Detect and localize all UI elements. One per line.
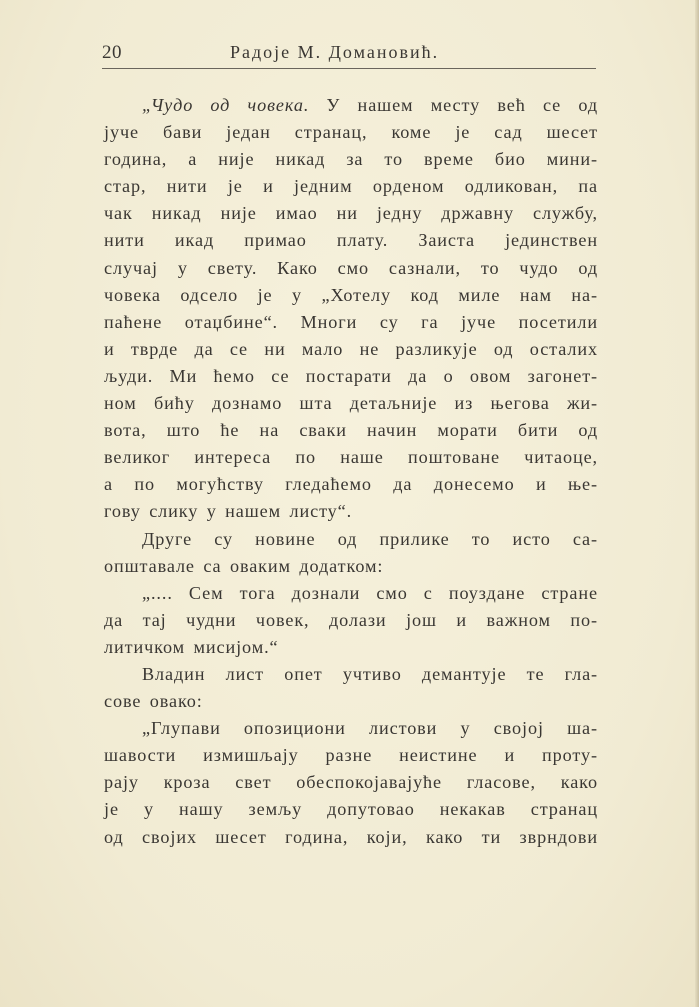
page-number: 20 xyxy=(102,42,122,63)
text-line: општавале са оваким додатком: xyxy=(104,555,384,576)
text-line: ном бићу дознамо шта детаљније из његова жи- xyxy=(104,393,598,414)
text-line: а по могућству гледаћемо да донесемо и ње- xyxy=(104,474,598,495)
text-line xyxy=(104,92,598,119)
text-line: човека одсело је у „Хотелу код миле нам на- xyxy=(104,284,598,305)
text-line: рају кроза свет обеспокојавајуће гласове, како xyxy=(104,772,598,793)
text-line: људи. Ми ћемо се постарати да о овом загонет- xyxy=(104,365,598,386)
text-line: „.... Сем тога дознали смо с поуздане стране xyxy=(142,582,598,603)
italic-heading: „Чудо од човека. xyxy=(142,95,310,115)
text-line: нити икад примао плату. Заиста јединствен xyxy=(104,230,598,251)
page-edge xyxy=(695,0,699,1007)
text-line: „Глупави опозициони листови у својој ша- xyxy=(142,718,598,739)
paragraph xyxy=(104,715,598,850)
text-line: великог интереса по наше поштоване читаоце, xyxy=(104,447,598,468)
text-line: је у нашу земљу допутовао некакав странац xyxy=(104,799,598,820)
text-line: литичком мисијом.“ xyxy=(104,636,279,657)
line-text: У нашем месту већ се од xyxy=(309,95,598,115)
text-line: шавости измишљају разне неистине и проту- xyxy=(104,745,598,766)
paragraph xyxy=(104,92,598,526)
text-line: стар, нити је и једним орденом одликован, па xyxy=(104,176,598,197)
text-line: вота, што ће на сваки начин морати бити од xyxy=(104,420,598,441)
text-line: да тај чудни човек, долази још и важном по- xyxy=(104,609,598,630)
text-line: чак никад није имао ни једну државну службу, xyxy=(104,203,598,224)
text-line: јуче бави један странац, коме је сад шесет xyxy=(104,122,598,143)
running-head: Радоје М. Домановић. xyxy=(230,42,440,62)
paragraph xyxy=(104,661,598,715)
text-line: Владин лист опет учтиво демантује те гла- xyxy=(142,663,598,684)
text-line: сове овако: xyxy=(104,691,203,712)
page-header xyxy=(102,38,596,69)
paragraph xyxy=(104,580,598,661)
text-line: паћене отаџбине“. Многи су га јуче посетили xyxy=(104,311,598,332)
text-line: година, а није никад за то време био мини- xyxy=(104,149,598,170)
text-line: гову слику у нашем листу“. xyxy=(104,501,353,522)
body-text xyxy=(104,92,598,851)
text-line: од својих шесет година, који, како ти зврндови xyxy=(104,826,598,847)
text-line: и тврде да се ни мало не разликује од осталих xyxy=(104,338,598,359)
text-line: Друге су новине од прилике то исто са- xyxy=(142,528,598,549)
text-line: случај у свету. Како смо сазнали, то чудо од xyxy=(104,257,598,278)
paragraph xyxy=(104,526,598,580)
